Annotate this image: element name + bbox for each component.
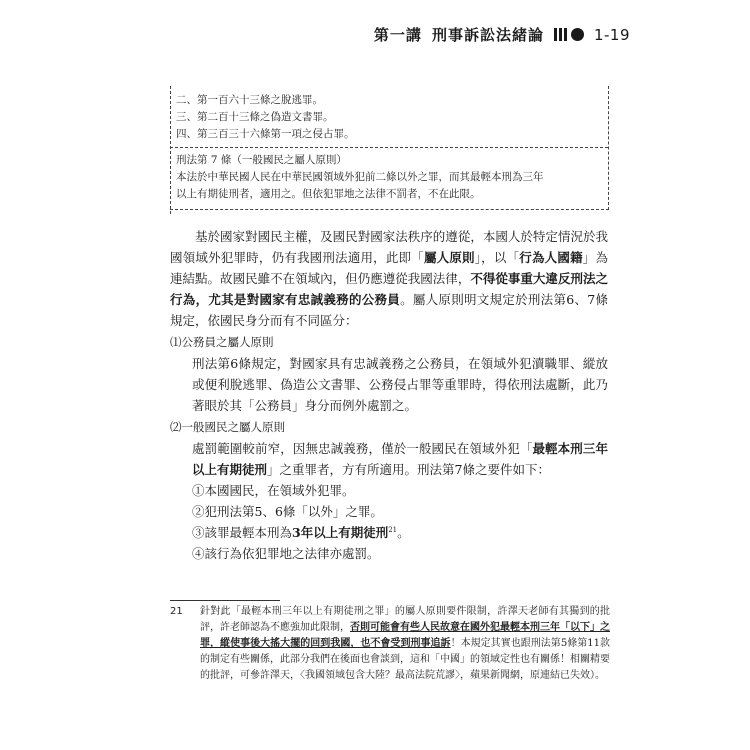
civil-servant-text: 刑法第6條規定，對國家具有忠誠義務之公務員，在領域外犯瀆職罪、縱放或便利脫逃罪、偽造公文書罪、公務侵占罪等重罪時，得依刑法處斷，此乃著眼於其「公務員」身分而例外處罰之。 [192,356,608,413]
footnote-ref[interactable]: 21 [388,525,398,534]
footnote-rule [170,600,280,601]
intro-paragraph: 基於國家對國民主權，及國民對國家法秩序的遵從，本國人於特定情況於我國領域外犯罪時，仍有我國刑法適用，此即「屬人原則」，以「行為人國籍」為連結點。故國民雖不在領域內，但仍應遵從我國法律，不得從事重大違反刑法之行為，尤其是對國家有忠誠義務的公務員。屬人原則明文規定於刑法第6、7條規定，依國民身分而有不同區分： [170,229,608,328]
list-item: ②犯刑法第5、6條「以外」之罪。 [192,504,383,519]
statute-box [170,86,609,210]
main-text [170,226,608,564]
list-item: ④該行為依犯罪地之法律亦處罰。 [192,546,380,561]
statute-item: 三、第二百十三條之偽造文書罪。 [176,111,334,123]
article-text-line: 本法於中華民國人民在中華民國領域外犯前二條以外之罪，而其最輕本刑為三年 [176,171,544,183]
footnote-number: 21 [170,606,183,617]
box-divider [170,147,608,148]
article-text-line: 以上有期徒刑者，適用之。但依犯罪地之法律不罰者，不在此限。 [176,188,481,200]
footnote [170,604,610,684]
section-heading-general-citizen: ⑵一般國民之屬人原則 [170,420,285,434]
header-ornament-icon [554,28,584,41]
section-civil-servant [170,353,608,416]
chapter-title: 刑事訴訟法緒論 [431,26,544,44]
chapter-label: 第一講 [373,26,422,44]
list-item: ③該罪最輕本刑為3年以上有期徒刑$^{21}$。 [192,525,410,540]
page-number: 1-19 [593,25,630,44]
footnote-text: 針對此「最輕本刑三年以上有期徒刑之罪」的屬人原則要件限制，許澤天老師有其獨到的批評，許老師認為不應強加此限制，否則可能會有些人民故意在國外犯最輕本刑三年「以下」之罪，縱使事後大搖大擺的回到我國，也不會受到刑事追訴！本規定其實也跟刑法第5條第11款的制定有些關係，此部分我們在後面也會談到，這和「中國」的領域定性也有關係！相關精要的批評，可參許澤天，〈我國領域包含大陸？最高法院荒謬〉，蘋果新聞網，原連結已失效）。 [200,606,611,681]
section-heading-civil-servant: ⑴公務員之屬人原則 [170,335,274,349]
list-item: ①本國國民，在領域外犯罪。 [192,483,355,498]
requirements-list [170,480,608,564]
article-title: 刑法第 7 條（一般國民之屬人原則） [176,154,347,166]
statute-item: 二、第一百六十三條之脫逃罪。 [176,94,323,106]
page-header [374,24,630,45]
statute-item: 四、第三百三十六條第一項之侵占罪。 [176,128,355,140]
general-citizen-text: 處罰範圍較前窄，因無忠誠義務，僅於一般國民在領域外犯「最輕本刑三年以上有期徒刑」之重罪者，方有所適用。刑法第7條之要件如下： [192,441,608,477]
section-general-citizen [170,438,608,480]
